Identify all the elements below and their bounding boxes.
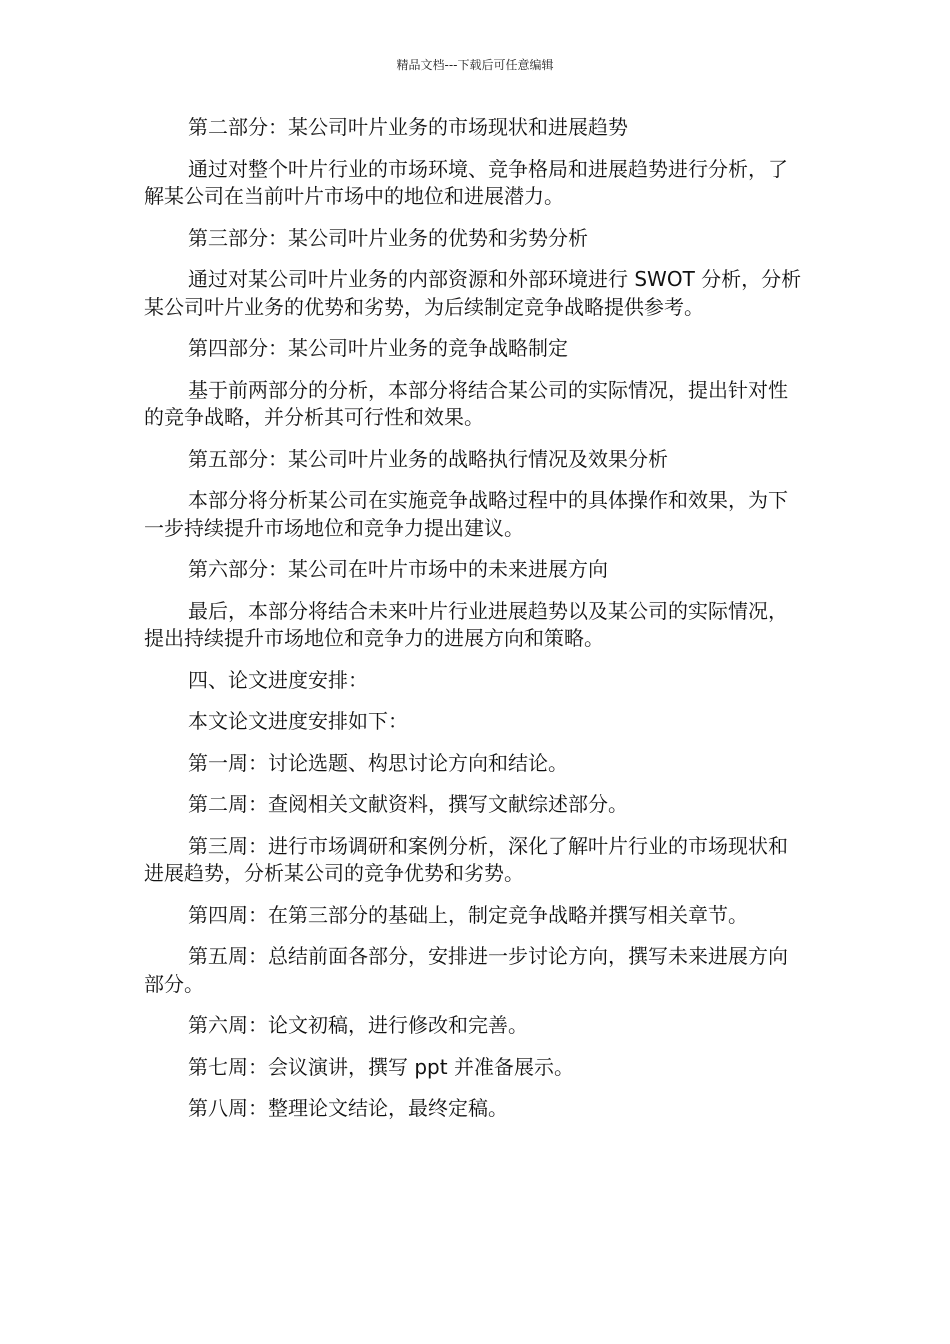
- paragraph: 通过对某公司叶片业务的内部资源和外部环境进行 SWOT 分析，分析某公司叶片业务的优势和劣势，为后续制定竞争战略提供参考。: [144, 267, 802, 319]
- section-heading-part4: 第四部分：某公司叶片业务的竞争战略制定: [188, 336, 568, 360]
- document-body: [144, 114, 804, 1137]
- paragraph: 本文论文进度安排如下：: [188, 709, 408, 733]
- section-heading-schedule: 四、论文进度安排：: [188, 667, 368, 692]
- schedule-week-1: 第一周：讨论选题、构思讨论方向和结论。: [188, 750, 568, 775]
- paragraph: 基于前两部分的分析，本部分将结合某公司的实际情况，提出针对性的竞争战略，并分析其可行性和效果。: [144, 377, 788, 429]
- schedule-week-5: 第五周：总结前面各部分，安排进一步讨论方向，撰写未来进展方向部分。: [144, 944, 788, 996]
- schedule-week-3: 第三周：进行市场调研和案例分析，深化了解叶片行业的市场现状和进展趋势，分析某公司的竞争优势和劣势。: [144, 833, 788, 885]
- paragraph: 通过对整个叶片行业的市场环境、竞争格局和进展趋势进行分析，了解某公司在当前叶片市场中的地位和进展潜力。: [144, 156, 788, 208]
- section-heading-part3: 第三部分：某公司叶片业务的优势和劣势分析: [188, 225, 588, 250]
- schedule-week-7: 第七周：会议演讲，撰写 ppt 并准备展示。: [188, 1054, 574, 1079]
- section-heading-part2: 第二部分：某公司叶片业务的市场现状和进展趋势: [188, 115, 628, 139]
- schedule-week-6: 第六周：论文初稿，进行修改和完善。: [188, 1013, 528, 1037]
- schedule-week-8: 第八周：整理论文结论，最终定稿。: [188, 1096, 508, 1120]
- section-heading-part5: 第五部分：某公司叶片业务的战略执行情况及效果分析: [188, 446, 668, 471]
- schedule-week-4: 第四周：在第三部分的基础上，制定竞争战略并撰写相关章节。: [188, 902, 748, 927]
- paragraph: 本部分将分析某公司在实施竞争战略过程中的具体操作和效果，为下一步持续提升市场地位和竞争力提出建议。: [144, 488, 788, 540]
- paragraph: 最后，本部分将结合未来叶片行业进展趋势以及某公司的实际情况，提出持续提升市场地位和竞争力的进展方向和策略。: [144, 598, 788, 650]
- page-header: 精品文档---下载后可任意编辑: [396, 58, 554, 72]
- section-heading-part6: 第六部分：某公司在叶片市场中的未来进展方向: [188, 557, 608, 581]
- schedule-week-2: 第二周：查阅相关文献资料，撰写文献综述部分。: [188, 792, 628, 816]
